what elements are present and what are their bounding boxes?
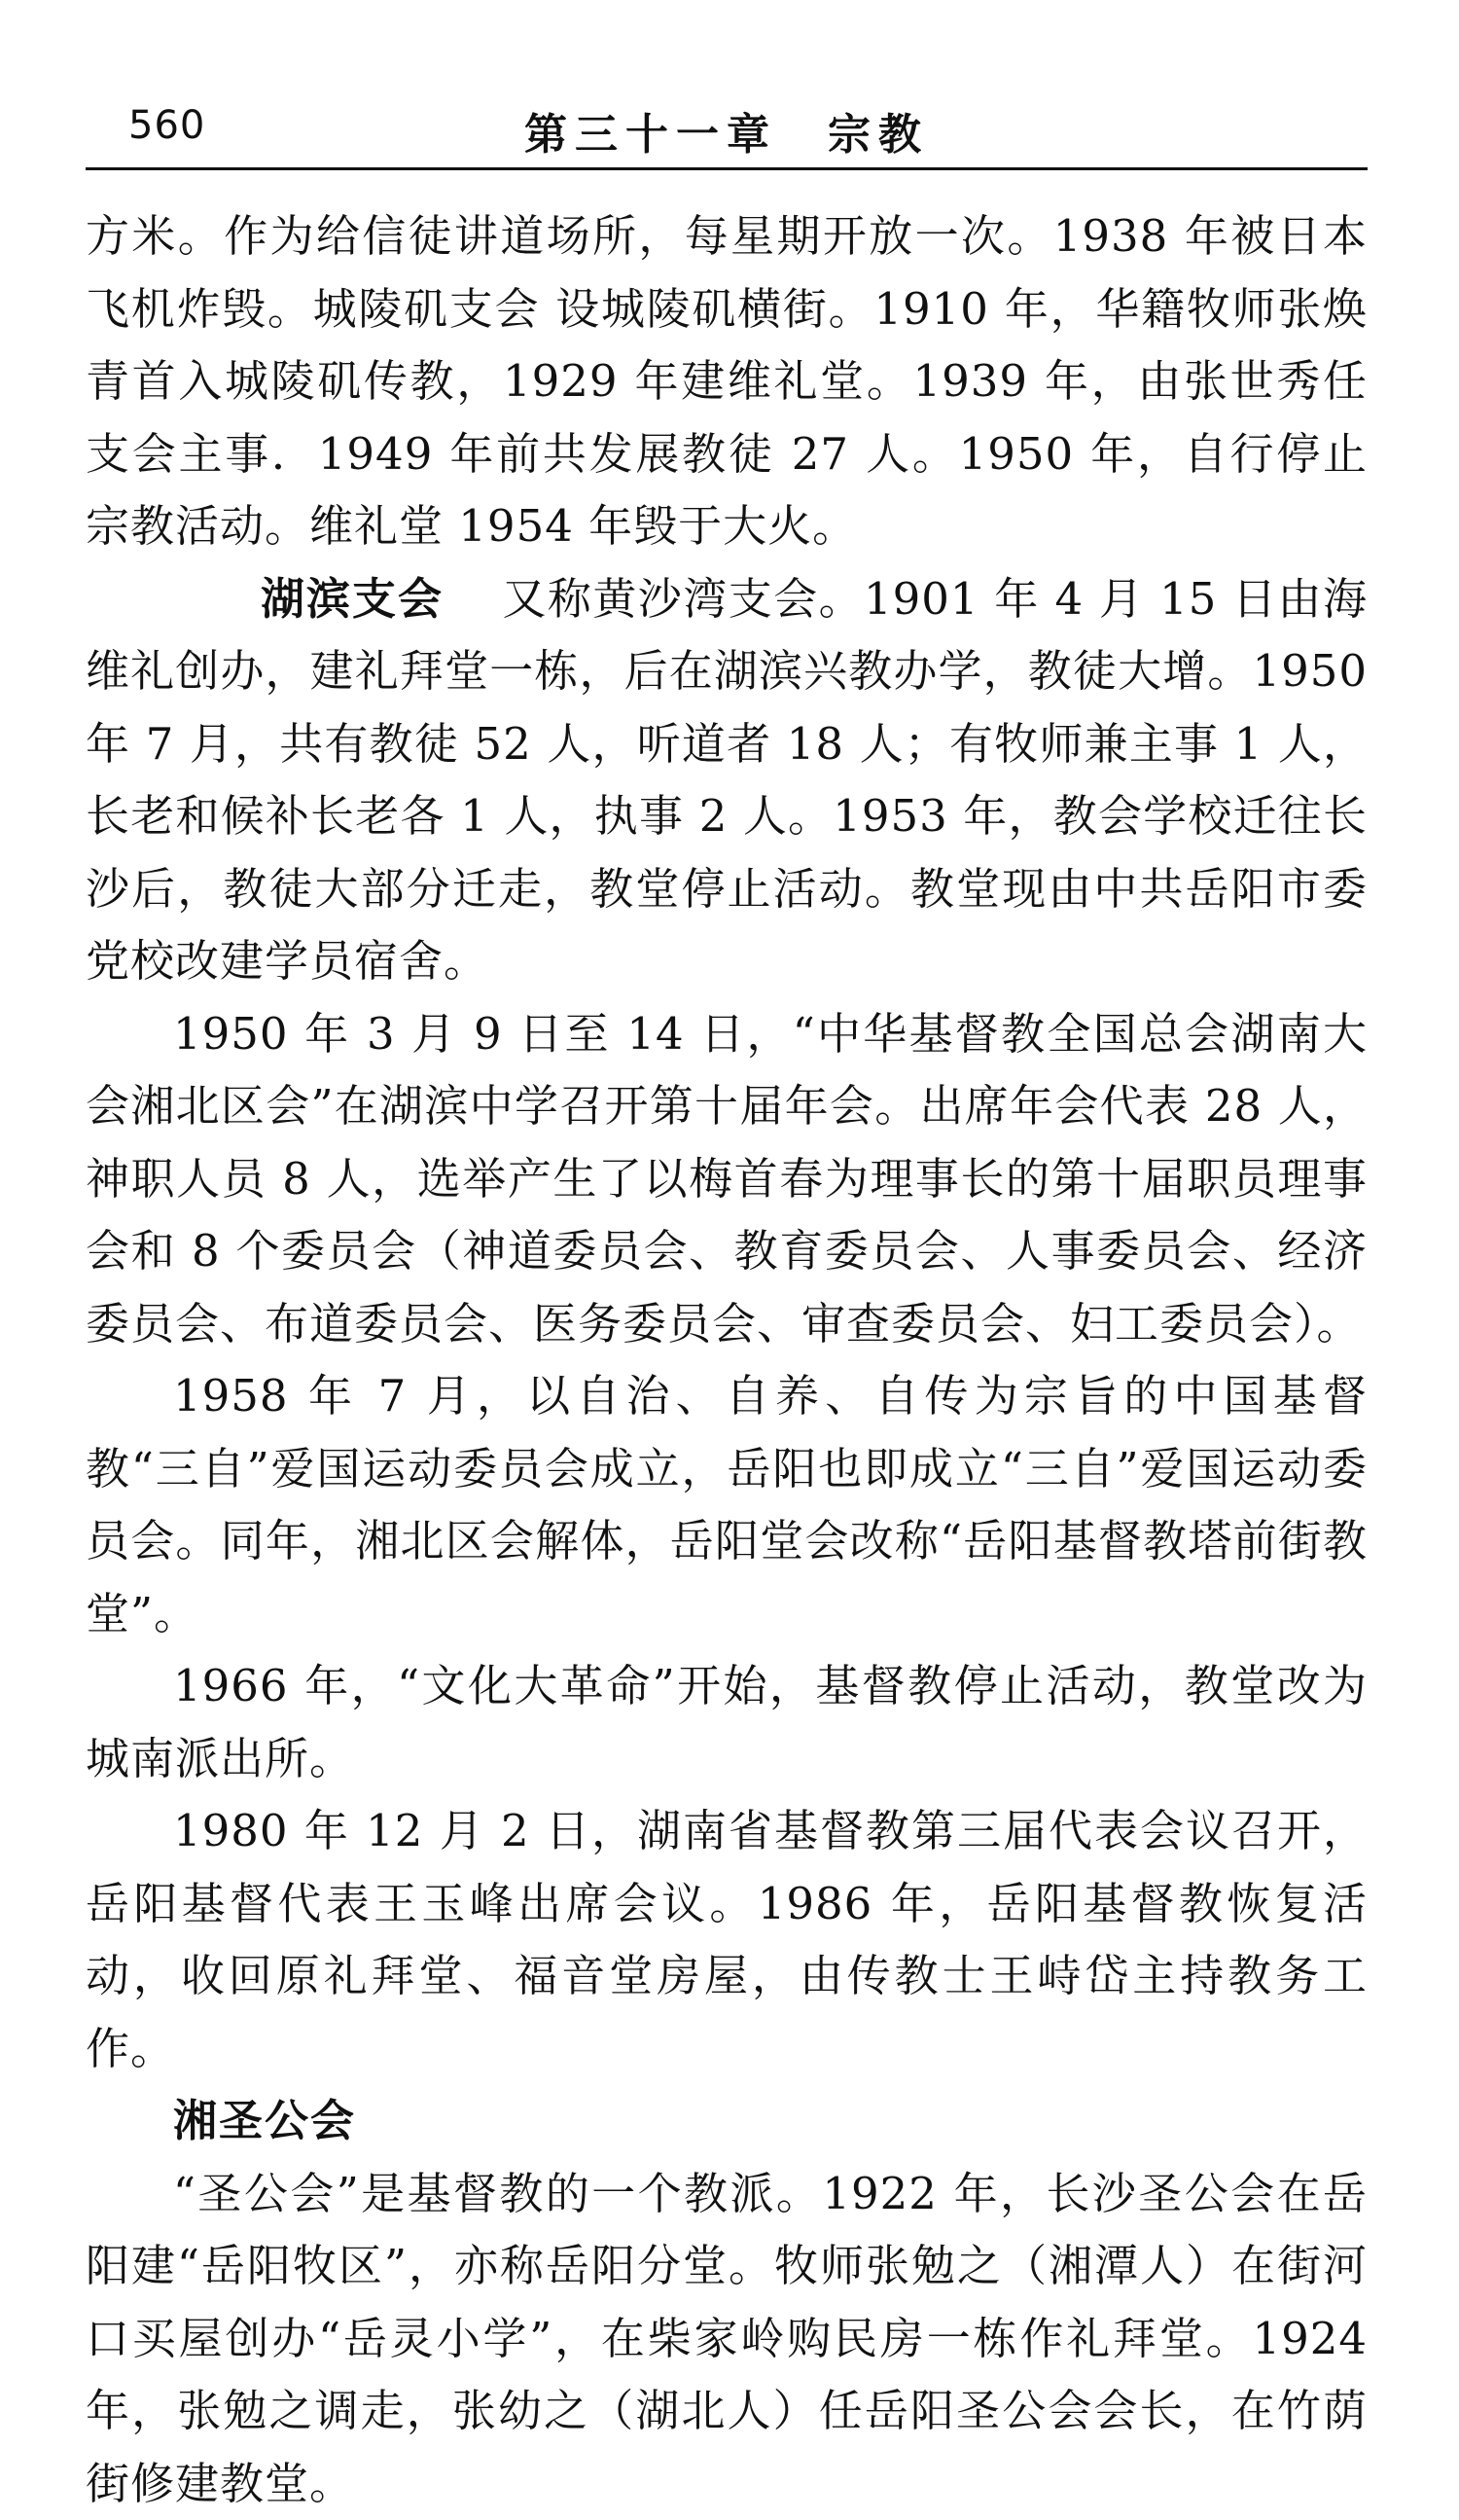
page-header <box>86 90 1368 170</box>
section-lead-huxin: 湖滨支会 <box>173 563 444 636</box>
paragraph-anglican: “圣公会”是基督教的一个教派。1922 年，长沙圣公会在岳阳建“岳阳牧区”，亦称岳阳分堂。牧师张勉之（湘潭人）在街河口买屋创办“岳灵小学”，在柴家岭购民房一栋作礼拜堂。1924 年，张勉之调走，张幼之（湖北人）任岳阳圣公会会长，在竹荫街修建教堂。 <box>86 2158 1368 2520</box>
paragraph-1958: 1958 年 7 月，以自治、自养、自传为宗旨的中国基督教“三自”爱国运动委员会成立，岳阳也即成立“三自”爱国运动委员会。同年，湘北区会解体，岳阳堂会改称“岳阳基督教塔前街教堂”。 <box>86 1360 1368 1650</box>
body-text <box>86 200 1368 2520</box>
page-number: 560 <box>128 103 205 148</box>
running-title: 第三十一章 宗教 <box>86 99 1368 162</box>
paragraph-1966: 1966 年，“文化大革命”开始，基督教停止活动，教堂改为城南派出所。 <box>86 1650 1368 1795</box>
paragraph-1950-meeting: 1950 年 3 月 9 日至 14 日，“中华基督教全国总会湖南大会湘北区会”在湖滨中学召开第十届年会。出席年会代表 28 人，神职人员 8 人，选举产生了以梅首春为理事长的第十届职员理事会和 8 个委员会（神道委员会、教育委员会、人事委员会、经济委员会、布道委员会、医务委员会、审查委员会、妇工委员会）。 <box>86 998 1368 1361</box>
section-heading-anglican: 湘圣公会 <box>86 2085 1368 2158</box>
huxin-text: 又称黄沙湾支会。1901 年 4 月 15 日由海维礼创办，建礼拜堂一栋，后在湖滨兴教办学，教徒大增。1950 年 7 月，共有教徒 52 人，听道者 18 人；有牧师兼主事 1 人，长老和候补长老各 1 人，执事 2 人。1953 年，教会学校迁往长沙后，教徒大部分迁走，教堂停止活动。教堂现由中共岳阳市委党校改建学员宿舍。 <box>86 573 1368 988</box>
paragraph-1980: 1980 年 12 月 2 日，湖南省基督教第三届代表会议召开，岳阳基督代表王玉峰出席会议。1986 年，岳阳基督教恢复活动，收回原礼拜堂、福音堂房屋，由传教士王峙岱主持教务工作。 <box>86 1795 1368 2085</box>
paragraph-huxin-branch <box>86 563 1368 998</box>
paragraph-continuation: 方米。作为给信徒讲道场所，每星期开放一次。1938 年被日本飞机炸毁。城陵矶支会 设城陵矶横街。1910 年，华籍牧师张焕青首入城陵矶传教，1929 年建维礼堂。1939 年，由张世秀任支会主事．1949 年前共发展教徒 27 人。1950 年，自行停止宗教活动。维礼堂 1954 年毁于大火。 <box>86 200 1368 563</box>
